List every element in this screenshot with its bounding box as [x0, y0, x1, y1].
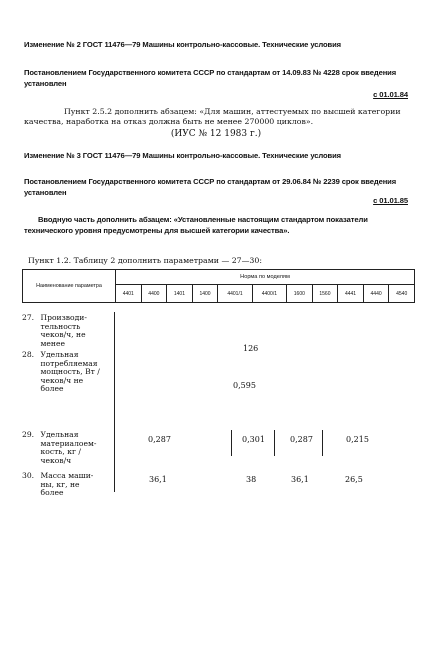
- model-header: 4441: [338, 285, 364, 303]
- model-header: 4400/1: [252, 285, 286, 303]
- amendment-2-decree: Постановлением Государственного комитета СССР по стандартам от 14.09.83 № 4228 срок введения установлен: [24, 68, 397, 88]
- column-header-name: Наименование параметра: [23, 270, 116, 303]
- model-header: 4401/1: [218, 285, 252, 303]
- model-header: 1600: [287, 285, 313, 303]
- model-header: 1401: [167, 285, 193, 303]
- table-row: 27. Производи-тельность чеков/ч, не менее: [22, 313, 87, 348]
- table-cell: 126: [243, 344, 259, 353]
- amendment-3-date: с 01.01.85: [373, 196, 408, 205]
- table-cell: 0,595: [233, 381, 256, 390]
- amendment-3-body: Вводную часть дополнить абзацем: «Установленные настоящим стандартом показатели технического уровня предусмотрены для высшей категории качества».: [24, 215, 368, 235]
- table-intro: Пункт 1.2. Таблицу 2 дополнить параметрами — 27—30:: [28, 256, 262, 265]
- model-header: 4440: [363, 285, 389, 303]
- table-cell: 36,1: [291, 475, 309, 484]
- table-cell: 0,301: [242, 435, 265, 444]
- amendment-2-date: с 01.01.84: [373, 90, 408, 99]
- amendment-3-title: Изменение № 3 ГОСТ 11476—79 Машины контрольно-кассовые. Технические условия: [24, 151, 342, 160]
- column-divider: [231, 430, 232, 456]
- table-row: 29. Удельная материалоем-кость, кг / чеков/ч: [22, 430, 97, 465]
- model-header: 4400: [141, 285, 167, 303]
- amendment-2-title: Изменение № 2 ГОСТ 11476—79 Машины контрольно-кассовые. Технические условия: [24, 40, 342, 49]
- column-divider: [114, 312, 115, 492]
- table-row: 28. Удельная потребляемая мощность, Вт / чеков/ч не более: [22, 350, 100, 394]
- table-cell: 36,1: [149, 475, 167, 484]
- table-cell: 38: [246, 475, 257, 484]
- column-divider: [274, 430, 275, 456]
- model-header: 4540: [389, 285, 415, 303]
- column-header-norm: Норма по моделям: [116, 270, 415, 285]
- table-cell: 26,5: [345, 475, 363, 484]
- column-divider: [322, 430, 323, 456]
- table-cell: 0,287: [148, 435, 171, 444]
- model-header: 1560: [312, 285, 338, 303]
- amendment-3-decree: Постановлением Государственного комитета СССР по стандартам от 29.06.84 № 2239 срок введения установлен: [24, 177, 397, 197]
- parameters-table-header: [22, 269, 415, 303]
- amendment-2-source: (ИУС № 12 1983 г.): [170, 129, 262, 139]
- table-row: 30. Масса маши-ны, кг, не более: [22, 471, 94, 498]
- model-header: 1400: [192, 285, 218, 303]
- table-cell: 0,215: [346, 435, 369, 444]
- table-cell: 0,287: [290, 435, 313, 444]
- model-header: 4401: [116, 285, 142, 303]
- amendment-2-body: Пункт 2.5.2 дополнить абзацем: «Для машин, аттестуемых по высшей категории качества, наработка на отказ должна быть не менее 270000 циклов».: [24, 107, 401, 127]
